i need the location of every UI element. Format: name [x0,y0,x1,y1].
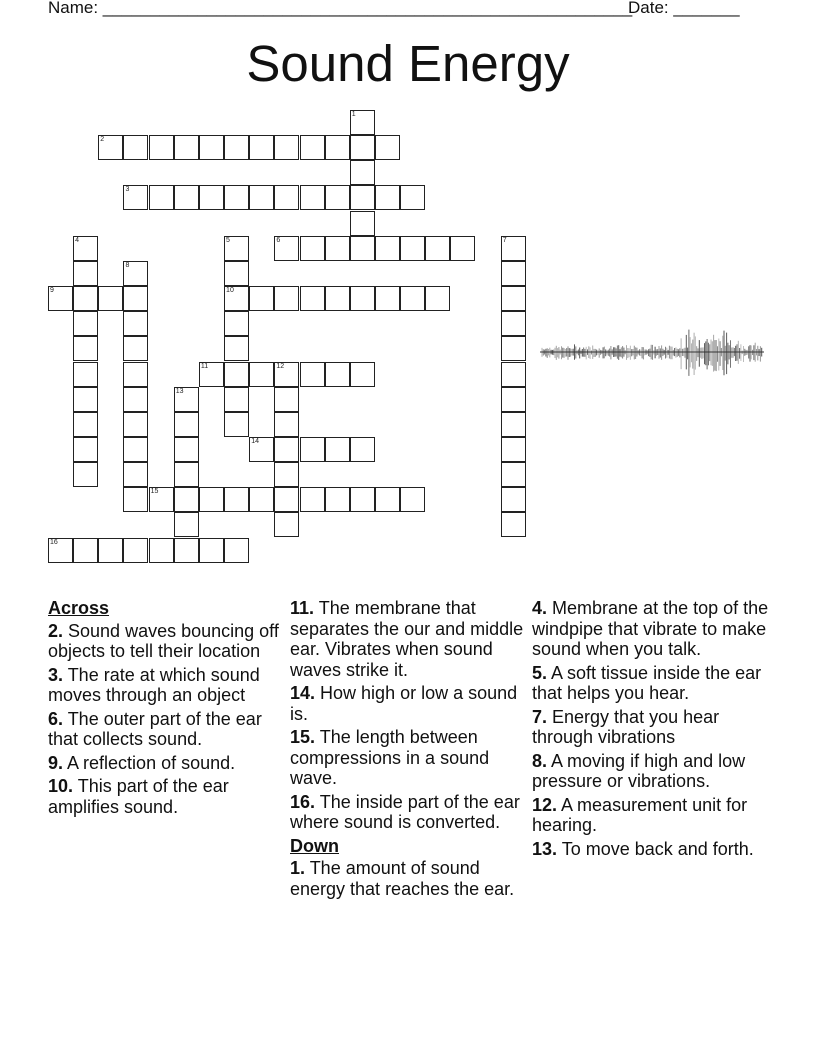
clue-item-number: 4. [532,598,548,618]
crossword-cell[interactable] [325,487,350,512]
crossword-cell[interactable] [325,135,350,160]
crossword-cell[interactable] [325,236,350,261]
crossword-cell[interactable] [199,135,224,160]
clue-number: 16 [50,538,58,546]
crossword-cell[interactable] [400,185,425,210]
clue-number: 1 [351,111,356,118]
crossword-cell[interactable] [400,487,425,512]
crossword-cell[interactable] [300,437,325,462]
crossword-cell[interactable] [450,236,475,261]
clue-item [290,683,526,724]
page-title: Sound Energy [246,35,570,92]
clue-number: 8 [125,261,130,269]
crossword-cell[interactable] [123,487,148,512]
clue-item-text: Membrane at the top of the windpipe that vibrate to make sound when you talk. [532,598,769,659]
clue-item-text: A reflection of sound. [63,752,236,773]
clue-item [48,776,284,817]
clue-number: 12 [276,362,285,370]
crossword-cell[interactable] [73,412,98,437]
crossword-cell[interactable] [274,387,299,412]
clue-item-text: How high or low a sound is. [290,683,518,724]
crossword-cell[interactable] [501,412,526,437]
crossword-cell[interactable] [149,538,174,563]
crossword-cell[interactable] [425,236,450,261]
crossword-cell[interactable] [224,311,249,336]
crossword-cell[interactable] [199,362,224,387]
clue-item-number: 16. [290,791,316,812]
crossword-cell[interactable] [325,185,350,210]
clue-number: 9 [50,287,54,295]
clue-number: 15 [150,488,159,496]
crossword-cell[interactable] [249,135,274,160]
crossword-cell[interactable] [73,236,98,261]
sound-wave-icon [540,322,764,382]
clue-item-number: 6. [48,708,64,729]
crossword-cell[interactable] [501,362,526,387]
clue-item [290,792,526,833]
clue-item-text: The length between compressions in a sound wave. [290,727,490,788]
crossword-cell[interactable] [375,185,400,210]
crossword-cell[interactable] [174,135,199,160]
clue-column-1 [48,598,284,820]
date-field-label: Date: _______ [628,0,740,17]
crossword-cell[interactable] [274,185,299,210]
clue-column-3 [532,598,772,862]
clue-item-number: 7. [532,706,548,727]
crossword-cell[interactable] [350,160,375,185]
crossword-cell[interactable] [300,487,325,512]
crossword-cell[interactable] [300,135,325,160]
clue-item [532,839,772,860]
crossword-cell[interactable] [274,462,299,487]
crossword-cell[interactable] [350,185,375,210]
crossword-cell[interactable] [149,135,174,160]
crossword-cell[interactable] [274,437,299,462]
clue-number: 13 [175,387,184,395]
crossword-cell[interactable] [274,236,299,261]
crossword-cell[interactable] [274,512,299,537]
crossword-cell[interactable] [174,487,199,512]
crossword-cell[interactable] [73,437,98,462]
crossword-cell[interactable] [350,236,375,261]
crossword-cell[interactable] [501,336,526,361]
crossword-cell[interactable] [274,487,299,512]
clue-item [48,665,284,706]
crossword-cell[interactable] [149,185,174,210]
clue-item-text: This part of the ear amplifies sound. [48,776,229,817]
crossword-cell[interactable] [274,286,299,311]
clue-item [532,795,772,836]
crossword-cell[interactable] [48,286,73,311]
crossword-cell[interactable] [501,437,526,462]
crossword-cell[interactable] [199,185,224,210]
clue-item [290,727,526,789]
crossword-cell[interactable] [149,487,174,512]
clue-item [48,709,284,750]
clue-number: 7 [502,236,507,244]
crossword-cell[interactable] [48,538,73,563]
crossword-cell[interactable] [73,286,98,311]
crossword-cell[interactable] [375,286,400,311]
clue-number: 6 [276,236,281,244]
crossword-cell[interactable] [375,236,400,261]
crossword-cell[interactable] [123,135,148,160]
clue-item [532,598,772,660]
crossword-cell[interactable] [325,362,350,387]
crossword-cell[interactable] [325,437,350,462]
name-field-label: Name: ________________________________________________________ [48,0,633,17]
crossword-cell[interactable] [73,362,98,387]
crossword-cell[interactable] [73,462,98,487]
crossword-cell[interactable] [501,462,526,487]
crossword-cell[interactable] [300,362,325,387]
clue-item-text: The outer part of the ear that collects sound. [48,708,262,749]
clue-item [48,753,284,774]
crossword-cell[interactable] [375,135,400,160]
clue-number: 11 [200,362,209,370]
crossword-cell[interactable] [98,135,123,160]
clue-number: 10 [226,287,234,295]
clue-number: 4 [75,236,80,244]
clue-heading: Down [290,835,339,856]
clue-item-text: The membrane that separates the our and middle ear. Vibrates when sound waves strike it. [290,598,524,680]
crossword-cell[interactable] [325,286,350,311]
crossword-cell[interactable] [501,286,526,311]
clue-item-text: To move back and forth. [557,838,754,859]
crossword-cell[interactable] [375,487,400,512]
crossword-cell[interactable] [350,110,375,135]
clue-item-number: 10. [48,776,74,796]
crossword-cell[interactable] [98,538,123,563]
crossword-cell[interactable] [199,538,224,563]
clue-item-number: 9. [48,752,64,773]
crossword-cell[interactable] [501,487,526,512]
clue-item-number: 5. [532,662,548,683]
clue-item-text: A moving if high and low pressure or vibrations. [532,750,746,791]
clue-number: 3 [125,186,130,194]
crossword-cell[interactable] [174,512,199,537]
crossword-cell[interactable] [123,437,148,462]
crossword-cell[interactable] [400,236,425,261]
crossword-cell[interactable] [123,538,148,563]
crossword-cell[interactable] [501,387,526,412]
crossword-cell[interactable] [224,185,249,210]
crossword-cell[interactable] [274,362,299,387]
crossword-cell[interactable] [123,185,148,210]
crossword-cell[interactable] [350,362,375,387]
clue-item [290,598,526,680]
crossword-cell[interactable] [274,135,299,160]
crossword-cell[interactable] [224,387,249,412]
crossword-cell[interactable] [274,412,299,437]
crossword-cell[interactable] [501,261,526,286]
crossword-cell[interactable] [123,286,148,311]
clue-item-text: Sound waves bouncing off objects to tell their location [48,620,279,661]
crossword-cell[interactable] [300,286,325,311]
crossword-cell[interactable] [224,412,249,437]
clue-item [48,621,284,662]
crossword-cell[interactable] [73,538,98,563]
crossword-cell[interactable] [224,336,249,361]
crossword-cell[interactable] [350,437,375,462]
crossword-cell[interactable] [350,487,375,512]
crossword-cell[interactable] [224,538,249,563]
crossword-cell[interactable] [73,387,98,412]
crossword-cell[interactable] [350,211,375,236]
crossword-cell[interactable] [199,487,224,512]
clue-item-text: Energy that you hear through vibrations [532,706,720,747]
clue-item-text: The amount of sound energy that reaches the ear. [290,858,515,899]
clue-item-number: 1. [290,858,306,878]
clue-item-number: 14. [290,683,316,703]
clue-item-number: 12. [532,794,558,815]
clue-item-number: 8. [532,750,548,771]
clue-item [532,707,772,748]
crossword-cell[interactable] [224,362,249,387]
clue-column-2 [290,598,526,902]
crossword-cell[interactable] [174,412,199,437]
crossword-cell[interactable] [224,261,249,286]
crossword-cell[interactable] [123,261,148,286]
crossword-cell[interactable] [224,236,249,261]
clue-heading: Across [48,598,110,618]
crossword-cell[interactable] [501,236,526,261]
clue-item [290,858,526,899]
clue-item-text: The rate at which sound moves through an object [48,664,260,705]
clue-item-text: The inside part of the ear where sound is converted. [290,791,520,832]
crossword-cell[interactable] [174,437,199,462]
crossword-cell[interactable] [123,362,148,387]
crossword-cell[interactable] [174,185,199,210]
crossword-cell[interactable] [224,135,249,160]
clue-item-number: 11. [290,598,315,618]
crossword-cell[interactable] [73,336,98,361]
clue-item [532,663,772,704]
crossword-cell[interactable] [123,387,148,412]
crossword-cell[interactable] [249,487,274,512]
clue-item-number: 13. [532,838,558,859]
crossword-cell[interactable] [174,387,199,412]
crossword-cell[interactable] [73,261,98,286]
crossword-cell[interactable] [174,538,199,563]
crossword-cell[interactable] [249,286,274,311]
clue-number: 14 [251,437,259,445]
crossword-cell[interactable] [501,512,526,537]
crossword-cell[interactable] [249,362,274,387]
crossword-cell[interactable] [123,412,148,437]
crossword-cell[interactable] [501,311,526,336]
clue-item [532,751,772,792]
crossword-cell[interactable] [350,286,375,311]
crossword-cell[interactable] [224,286,249,311]
crossword-cell[interactable] [174,462,199,487]
crossword-cell[interactable] [123,311,148,336]
crossword-cell[interactable] [350,135,375,160]
crossword-cell[interactable] [123,462,148,487]
crossword-cell[interactable] [300,236,325,261]
clue-number: 2 [100,136,105,144]
crossword-cell[interactable] [300,185,325,210]
crossword-cell[interactable] [224,487,249,512]
crossword-cell[interactable] [249,437,274,462]
clue-item-text: A soft tissue inside the ear that helps you hear. [532,662,762,703]
crossword-cell[interactable] [400,286,425,311]
clue-item-number: 3. [48,664,64,685]
crossword-cell[interactable] [249,185,274,210]
crossword-cell[interactable] [73,311,98,336]
crossword-cell[interactable] [425,286,450,311]
crossword-cell[interactable] [123,336,148,361]
crossword-cell[interactable] [98,286,123,311]
clue-item-number: 15. [290,727,316,747]
clue-item-text: A measurement unit for hearing. [532,794,748,835]
clue-item-number: 2. [48,620,64,641]
clue-number: 5 [226,236,230,244]
